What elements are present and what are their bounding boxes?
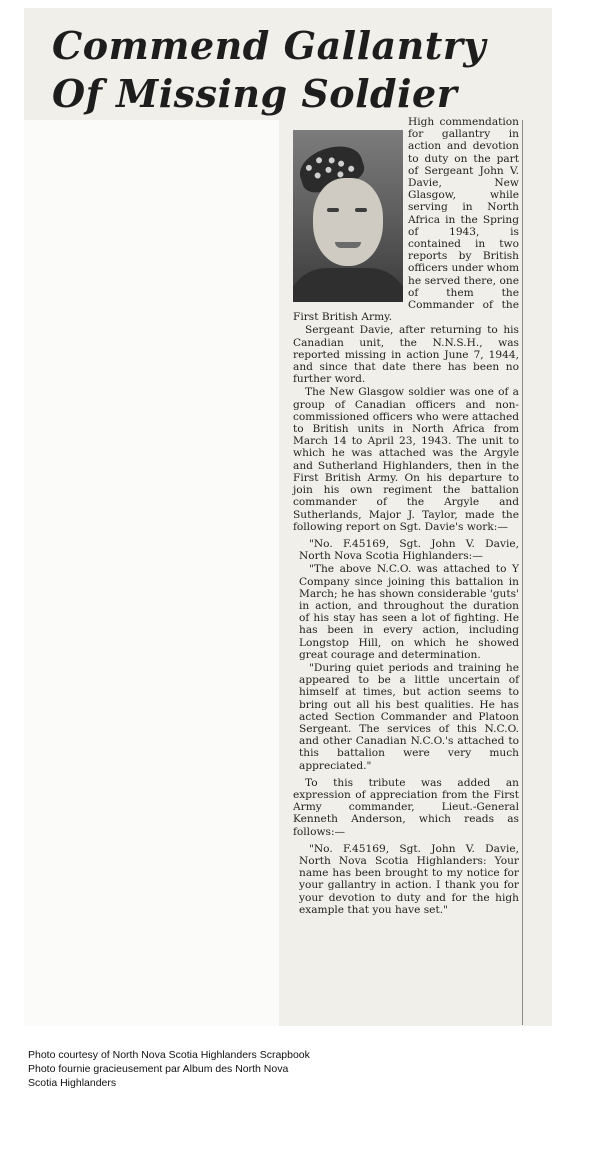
article-paragraph: The New Glasgow soldier was one of a group of Canadian officers and non-commissioned officers who were attached to British units in North Africa from March 14 to April 23, 1943. The unit to which he was attached was the Argyle and Sutherland Highlanders, then in the First British Army. On his departure to join his own regiment the battalion commander of the Argyle and Sutherlands, Major J. Taylor, made the following report on Sgt. Davie's work:— <box>293 386 519 533</box>
column-rule <box>522 120 523 1025</box>
caption-line-2: Photo fournie gracieusement par Album des North Nova <box>28 1063 289 1075</box>
headline-line-1: Commend Gallantry <box>52 23 486 68</box>
caption-line-1: Photo courtesy of North Nova Scotia Highlanders Scrapbook <box>28 1049 310 1061</box>
article-quote: "No. F.45169, Sgt. John V. Davie, North Nova Scotia Highlanders:— <box>299 537 519 563</box>
article-paragraph: High commendation for gallantry in action and devotion to duty on the part of Sergeant John V. Davie, New Glasgow, while serving in North Africa in the Spring of 1943, is contained in two reports by British officers under whom he served there, one of them the Commander of the First British Army. <box>293 116 519 324</box>
article-body <box>293 116 519 917</box>
article-paragraph: Sergeant Davie, after returning to his Canadian unit, the N.N.S.H., was reported missing in action June 7, 1944, and since that date there has been no further word. <box>293 324 519 386</box>
clipping-blank-area <box>24 120 279 1026</box>
caption-line-3: Scotia Highlanders <box>28 1077 117 1089</box>
headline-line-2: Of Missing Soldier <box>52 71 458 116</box>
photo-credit-caption <box>28 1048 358 1090</box>
article-quote: "The above N.C.O. was attached to Y Company since joining this battalion in March; he has shown considerable 'guts' in action, and throughout the duration of his stay has seen a lot of fighting. He has been in every action, including Longstop Hill, on which he showed great courage and determination. <box>299 563 519 661</box>
article-paragraph: To this tribute was added an expression of appreciation from the First Army commander, Lieut.-General Kenneth Anderson, which reads as follows:— <box>293 776 519 838</box>
article-quote: "During quiet periods and training he appeared to be a little uncertain of himself at times, but action seems to bring out all his best qualities. He has acted Section Commander and Platoon Sergeant. The services of this N.C.O. and other Canadian N.C.O.'s attached to this battalion were very much appreciated." <box>299 661 519 772</box>
article-quote: "No. F.45169, Sgt. John V. Davie, North Nova Scotia Highlanders: Your name has been brought to my notice for your gallantry in action. I thank you for your devotion to duty and for the high example that you have set." <box>299 842 519 916</box>
headline <box>52 22 492 118</box>
